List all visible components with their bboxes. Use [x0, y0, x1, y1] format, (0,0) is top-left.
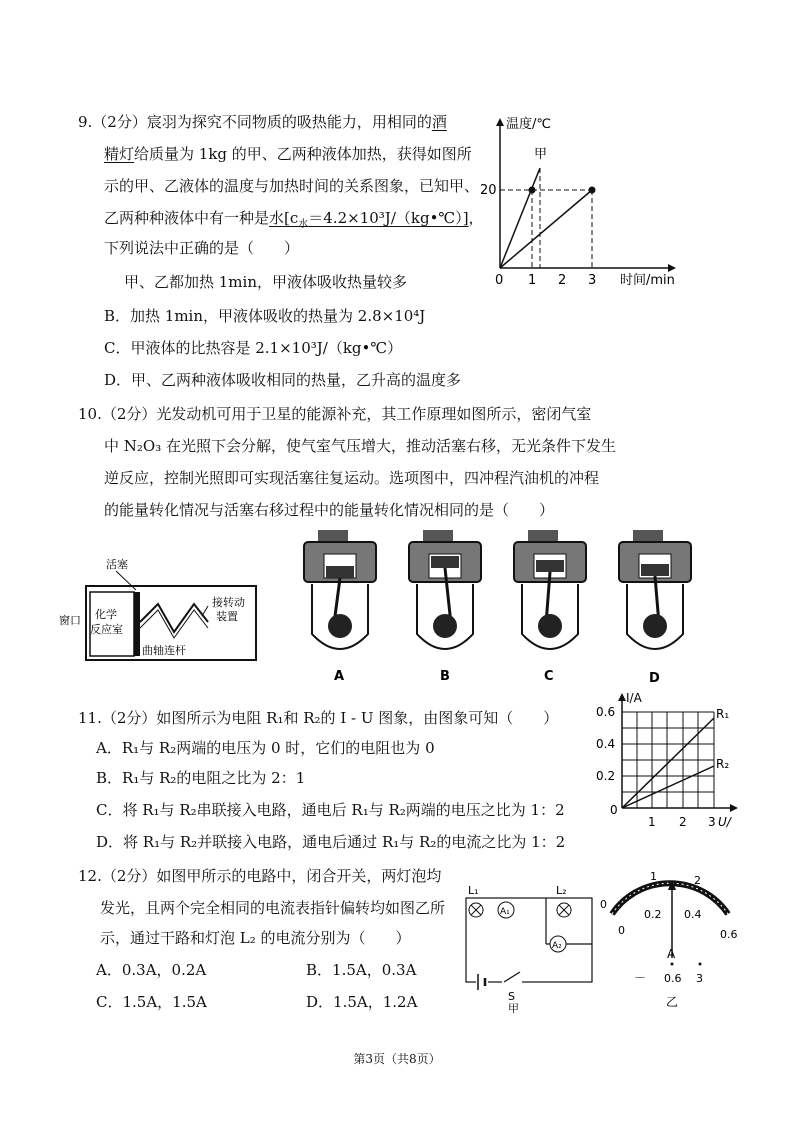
crank-label: 曲轴连杆 — [142, 644, 186, 657]
engine-c-piston — [536, 560, 564, 572]
x-axis-arrow — [730, 804, 738, 812]
y-axis-label: 温度/℃ — [506, 117, 551, 132]
line-r1 — [622, 718, 714, 808]
q10-engine-options — [290, 524, 710, 690]
engine-d-piston — [641, 564, 669, 576]
terminal-minus: － — [634, 971, 647, 985]
engine-c-label: C — [544, 669, 554, 684]
crank-rod-outline — [140, 610, 208, 638]
q9-option-c: C．甲液体的比热容是 2.1×10³J/（kg•℃） — [104, 339, 403, 357]
q9-text: 乙两种种液体中有一种是 — [104, 209, 270, 227]
q9-water-c: 水[c — [269, 209, 299, 227]
window-label: 窗口 — [59, 614, 81, 627]
bottom-tick-04: 0.4 — [684, 908, 702, 921]
y-tick-0: 0 — [610, 803, 618, 817]
engine-a-piston — [326, 566, 354, 578]
q9-underlined: 精灯 — [104, 145, 135, 163]
x-axis-arrow — [668, 264, 676, 272]
engine-a — [304, 530, 376, 684]
engine-d-crank — [643, 614, 667, 638]
q9-text: ， — [468, 209, 484, 227]
circuit-frame — [466, 898, 592, 982]
y-tick-02: 0.2 — [596, 769, 616, 783]
x-tick-2: 2 — [558, 273, 567, 288]
terminal-3: 3 — [696, 972, 703, 985]
q12-line1: 12.（2分）如图甲所示的电路中，闭合开关，两灯泡均 — [78, 867, 442, 885]
q9-text: 9.（2分）宸羽为探究不同物质的吸热能力，用相同的 — [78, 113, 432, 131]
q11-line1: 11.（2分）如图所示为电阻 R₁和 R₂的 I - U 图象，由图象可知（ ） — [78, 709, 559, 727]
engine-b-crank — [433, 614, 457, 638]
engine-d — [619, 530, 691, 686]
x-axis-label: U/ — [718, 815, 731, 829]
q9-underlined — [269, 209, 469, 230]
q12-ammeter-dial — [600, 866, 740, 1012]
piston-pointer — [116, 571, 136, 590]
line-label-jia: 甲 — [534, 147, 548, 162]
q9-line1 — [78, 112, 447, 132]
q9-water-value: ＝4.2×10³J/（kg•℃）] — [308, 209, 469, 227]
chamber-label-1: 化学 — [95, 608, 117, 621]
device-pointer — [202, 606, 208, 616]
engine-c-crank — [538, 614, 562, 638]
engine-c — [514, 530, 586, 684]
q10-line3: 逆反应，控制光照即可实现活塞往复运动。选项图中，四冲程汽油机的冲程 — [104, 469, 600, 487]
page-footer: 第3页（共8页） — [353, 1052, 441, 1066]
l2-label: L₂ — [556, 884, 567, 897]
q9-temperature-graph — [470, 110, 700, 290]
y-axis-arrow — [618, 693, 626, 701]
q12-option-c: C．1.5A，1.5A — [96, 993, 207, 1011]
bottom-tick-06: 0.6 — [720, 928, 738, 941]
terminal-dot-3 — [699, 963, 702, 966]
q11-option-c: C．将 R₁与 R₂串联接入电路，通电后 R₁与 R₂两端的电压之比为 1：2 — [96, 801, 565, 819]
r1-label: R₁ — [716, 707, 730, 721]
q10-line2: 中 N₂O₃ 在光照下会分解，使气室气压增大，推动活塞右移，无光条件下发生 — [104, 437, 616, 455]
l1-label: L₁ — [468, 884, 479, 897]
q12-option-d: D．1.5A，1.2A — [306, 993, 418, 1011]
device-label-2: 装置 — [216, 610, 238, 623]
x-tick-1: 1 — [528, 273, 537, 288]
y-axis-label: I/A — [626, 691, 642, 705]
terminal-dot-06 — [671, 963, 674, 966]
q12-line2: 发光，且两个完全相同的电流表指针偏转均如图乙所 — [100, 899, 446, 917]
x-axis-label: 时间/min — [620, 273, 675, 288]
terminal-06: 0.6 — [664, 972, 682, 985]
q11-option-d: D．将 R₁与 R₂并联接入电路，通电后通过 R₁与 R₂的电流之比为 1：2 — [96, 833, 566, 851]
q9-line5: 下列说法中正确的是（ ） — [104, 239, 300, 257]
q11-option-b: B．R₁与 R₂的电阻之比为 2：1 — [96, 769, 306, 787]
y-tick-06: 0.6 — [596, 705, 616, 719]
r2-label: R₂ — [716, 757, 730, 771]
engine-b — [409, 530, 481, 684]
a2-label: A₂ — [552, 941, 562, 951]
bottom-tick-0: 0 — [618, 924, 625, 937]
q9-text: 给质量为 1kg 的甲、乙两种液体加热，获得如图所 — [134, 145, 472, 163]
q10-light-engine-diagram — [56, 556, 286, 666]
piston — [134, 592, 140, 656]
q9-line2 — [104, 144, 472, 164]
top-tick-2: 2 — [694, 874, 701, 887]
q9-option-a: 甲、乙都加热 1min，甲液体吸收热量较多 — [124, 273, 407, 291]
engine-b-piston — [431, 556, 459, 568]
point-jia — [529, 187, 536, 194]
q12-option-b: B．1.5A，0.3A — [306, 961, 417, 979]
top-tick-0: 0 — [600, 898, 607, 911]
origin-label: 0 — [495, 273, 504, 288]
q10-line4: 的能量转化情况与活塞右移过程中的能量转化情况相同的是（ ） — [104, 501, 555, 519]
q9-line4 — [104, 208, 484, 235]
q12-option-a: A．0.3A，0.2A — [96, 961, 207, 979]
x-tick-3: 3 — [708, 815, 716, 829]
point-yi — [589, 187, 596, 194]
chamber-label-2: 反应室 — [90, 623, 123, 636]
a1-label: A₁ — [500, 907, 510, 917]
y-tick-20: 20 — [480, 183, 497, 198]
q12-circuit-diagram — [462, 884, 598, 1014]
x-tick-2: 2 — [679, 815, 687, 829]
engine-a-crank — [328, 614, 352, 638]
y-axis-arrow — [496, 118, 504, 126]
device-label-1: 接转动 — [212, 596, 245, 609]
engine-d-label: D — [649, 671, 660, 686]
q9-subscript: 水 — [298, 219, 309, 230]
engine-a-label: A — [334, 669, 345, 684]
top-tick-1: 1 — [650, 870, 657, 883]
q10-line1: 10.（2分）光发动机可用于卫星的能源补充，其工作原理如图所示，密闭气室 — [78, 405, 592, 423]
meter-caption: 乙 — [666, 995, 679, 1009]
engine-b-label: B — [440, 669, 450, 684]
bottom-tick-02: 0.2 — [644, 908, 662, 921]
q12-line3: 示，通过干路和灯泡 L₂ 的电流分别为（ ） — [100, 929, 411, 947]
q9-line3: 示的甲、乙液体的温度与加热时间的关系图象，已知甲、 — [104, 177, 480, 195]
q9-option-b: B．加热 1min，甲液体吸收的热量为 2.8×10⁴J — [104, 307, 426, 325]
q11-option-a: A．R₁与 R₂两端的电压为 0 时，它们的电阻也为 0 — [96, 739, 435, 757]
line-yi — [500, 190, 592, 268]
x-tick-3: 3 — [588, 273, 597, 288]
q9-underlined: 酒 — [431, 113, 447, 131]
circuit-caption: 甲 — [508, 1002, 519, 1014]
q9-option-d: D．甲、乙两种液体吸收相同的热量，乙升高的温度多 — [104, 371, 462, 389]
x-tick-1: 1 — [648, 815, 656, 829]
piston-label: 活塞 — [106, 558, 128, 571]
q11-iu-graph — [592, 688, 742, 834]
switch-label: S — [508, 990, 515, 1003]
meter-unit: A — [667, 947, 676, 961]
line-r2 — [622, 766, 714, 808]
line-jia — [500, 168, 540, 268]
y-tick-04: 0.4 — [596, 737, 616, 751]
